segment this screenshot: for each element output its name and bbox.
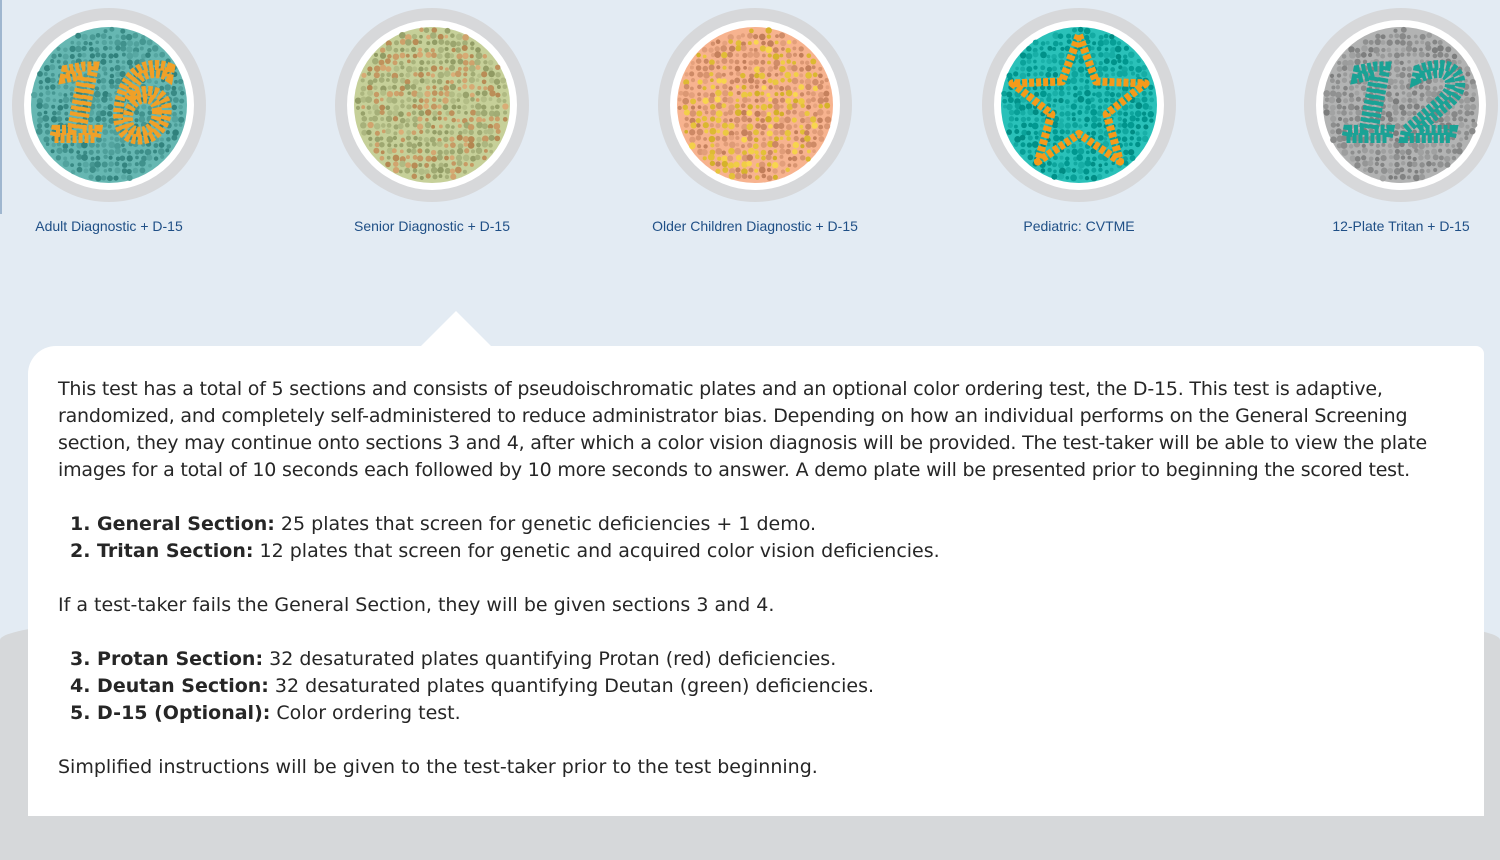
ishihara-plate-hidden-icon xyxy=(670,20,840,190)
section-text: 25 plates that screen for genetic deficiencies + 1 demo. xyxy=(274,513,817,535)
ishihara-plate-hidden-icon xyxy=(347,20,517,190)
list-item xyxy=(58,673,1458,700)
test-option-adult-diagnostic[interactable] xyxy=(0,0,239,250)
list-item xyxy=(58,538,1458,565)
section-title: 3. Protan Section: xyxy=(70,648,264,670)
list-item xyxy=(58,511,1458,538)
section-text: Color ordering test. xyxy=(270,702,461,724)
section-text: 32 desaturated plates quantifying Protan (red) deficiencies. xyxy=(263,648,837,670)
test-option-label[interactable]: Adult Diagnostic + D-15 xyxy=(35,218,183,234)
section-text: 32 desaturated plates quantifying Deutan (green) deficiencies. xyxy=(268,675,875,697)
ishihara-plate-star-icon xyxy=(994,20,1164,190)
section-title: 4. Deutan Section: xyxy=(70,675,269,697)
test-description xyxy=(58,376,1458,781)
section-text: 12 plates that screen for genetic and acquired color vision deficiencies. xyxy=(253,540,940,562)
outro-paragraph: Simplified instructions will be given to the test-taker prior to the test beginning. xyxy=(58,756,818,778)
section-title: 2. Tritan Section: xyxy=(70,540,254,562)
test-option-pediatric-cvtme[interactable] xyxy=(949,0,1209,250)
test-option-label[interactable]: 12-Plate Tritan + D-15 xyxy=(1332,218,1470,234)
test-option-senior-diagnostic[interactable] xyxy=(302,0,562,250)
test-option-label[interactable]: Older Children Diagnostic + D-15 xyxy=(652,218,858,234)
test-option-label[interactable]: Pediatric: CVTME xyxy=(1023,218,1135,234)
section-list-primary xyxy=(58,511,1458,565)
middle-paragraph: If a test-taker fails the General Section, they will be given sections 3 and 4. xyxy=(58,594,775,616)
ishihara-plate-12-icon xyxy=(1316,20,1486,190)
section-title: 5. D-15 (Optional): xyxy=(70,702,271,724)
section-list-secondary xyxy=(58,646,1458,727)
selected-test-pointer xyxy=(420,311,492,347)
svg-text:12: 12 xyxy=(1341,48,1467,162)
ishihara-plate-16-icon xyxy=(24,20,194,190)
svg-text:16: 16 xyxy=(49,48,175,162)
test-option-older-children-diagnostic[interactable] xyxy=(625,0,885,250)
list-item xyxy=(58,646,1458,673)
section-title: 1. General Section: xyxy=(70,513,275,535)
test-option-label[interactable]: Senior Diagnostic + D-15 xyxy=(353,218,511,234)
list-item xyxy=(58,700,1458,727)
test-option-tritan[interactable] xyxy=(1271,0,1500,250)
intro-paragraph: This test has a total of 5 sections and consists of pseudoischromatic plates and an optional color ordering test, the D-15. This test is adaptive, randomized, and completely self-administered to reduce administrator bias. Depending on how an individual performs on the General Screening section, they may continue onto sections 3 and 4, after which a color vision diagnosis will be provided. The test-taker will be able to view the plate images for a total of 10 seconds each followed by 10 more seconds to answer. A demo plate will be presented prior to beginning the scored test. xyxy=(58,378,1427,481)
